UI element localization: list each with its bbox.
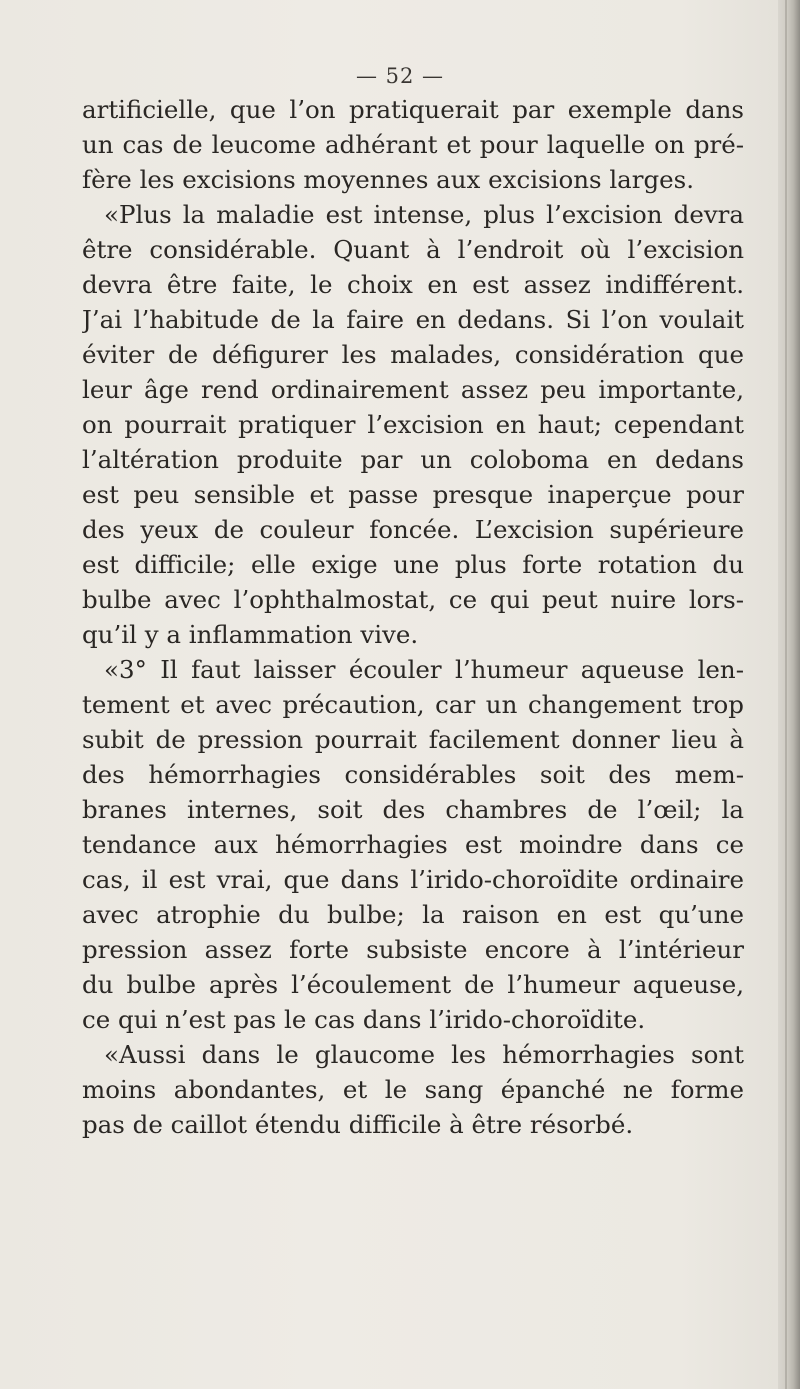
text-line: branes internes, soit des chambres de l’œil; la: [82, 795, 744, 824]
text-line: des yeux de couleur foncée. L’excision supérieure: [82, 515, 744, 544]
text-line: l’altération produite par un coloboma en dedans: [82, 445, 744, 474]
text-line: tendance aux hémorrhagies est moindre dans ce: [82, 830, 744, 859]
text-line: J’ai l’habitude de la faire en dedans. Si l’on voulait: [82, 305, 744, 334]
text-line: du bulbe après l’écoulement de l’humeur aqueuse,: [82, 970, 744, 999]
text-line: être considérable. Quant à l’endroit où l’excision: [82, 235, 744, 264]
text-line: qu’il y a inflammation vive.: [82, 620, 419, 649]
text-line: pas de caillot étendu difficile à être résorbé.: [82, 1110, 634, 1139]
page-edge-line: [785, 0, 787, 1389]
text-line: des hémorrhagies considérables soit des mem-: [82, 760, 744, 789]
text-line: pression assez forte subsiste encore à l’intérieur: [82, 935, 744, 964]
text-line: est difficile; elle exige une plus forte rotation du: [82, 550, 744, 579]
text-line: cas, il est vrai, que dans l’irido-choroïdite ordinaire: [82, 865, 744, 894]
page-edge-shadow: [778, 0, 800, 1389]
text-line: on pourrait pratiquer l’excision en haut; cependant: [82, 410, 744, 439]
text-line: fère les excisions moyennes aux excisions larges.: [82, 165, 695, 194]
text-line: «Plus la maladie est intense, plus l’excision devra: [104, 200, 744, 229]
text-line: devra être faite, le choix en est assez indifférent.: [82, 270, 744, 299]
text-line: moins abondantes, et le sang épanché ne forme: [82, 1075, 744, 1104]
page-number: — 52 —: [355, 64, 445, 88]
text-line: leur âge rend ordinairement assez peu importante,: [82, 375, 744, 404]
text-line: est peu sensible et passe presque inaperçue pour: [82, 480, 744, 509]
body-text: [82, 92, 744, 1142]
text-line: subit de pression pourrait facilement donner lieu à: [82, 725, 744, 754]
text-line: tement et avec précaution, car un changement trop: [82, 690, 744, 719]
text-line: un cas de leucome adhérant et pour laquelle on pré-: [82, 130, 744, 159]
text-line: bulbe avec l’ophthalmostat, ce qui peut nuire lors-: [82, 585, 744, 614]
text-line: ce qui n’est pas le cas dans l’irido-choroïdite.: [82, 1005, 646, 1034]
text-line: «3° Il faut laisser écouler l’humeur aqueuse len-: [104, 655, 744, 684]
text-line: artificielle, que l’on pratiquerait par exemple dans: [82, 95, 744, 124]
text-line: éviter de défigurer les malades, considération que: [82, 340, 744, 369]
text-line: «Aussi dans le glaucome les hémorrhagies sont: [104, 1040, 744, 1069]
text-line: avec atrophie du bulbe; la raison en est qu’une: [82, 900, 744, 929]
